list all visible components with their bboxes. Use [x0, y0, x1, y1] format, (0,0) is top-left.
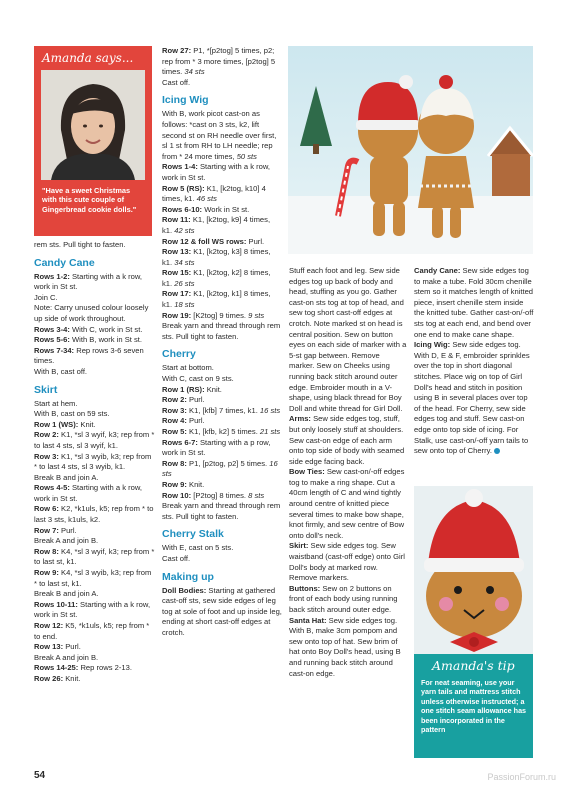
- row-label: Row 15:: [162, 268, 192, 278]
- pattern-row: [34, 547, 156, 568]
- pattern-row: [34, 589, 156, 600]
- pattern-row: [162, 554, 282, 565]
- pattern-row: [162, 247, 282, 268]
- pattern-row: [34, 303, 156, 324]
- row-text: K4, *sl 3 wyif, k3; rep from * to last st, k1.: [34, 546, 155, 567]
- row-text: Sew side edges tog to make a tube. Fold 30cm chenille stem so it matches length of knitted piece, insert chenille stem inside the knitted tube. Gather cast-on/-off sts tog at each end, and bend over one end to make cane shape.: [414, 266, 534, 339]
- skirt-heading: Skirt: [34, 383, 58, 396]
- row-text: Stuff each foot and leg. Sew side edges tog up back of body and head, stuffing as you go. Gather cast-on sts tog at top of head, and sew tog short cast-off edges at crotch. Note marked st on head is central position. Sew on button eyes on each side of marker with a 5-st gap between. Remove marker. Sew on Cheeks using running back stitch around outer edge. Embroider mouth in a V-shape, using black thread for Boy Doll and white thread for Girl Doll.: [289, 266, 407, 413]
- pattern-row: [34, 430, 156, 451]
- watermark: PassionForum.ru: [487, 772, 556, 782]
- pattern-row: [289, 584, 407, 616]
- pattern-row: [162, 385, 282, 396]
- row-label: Row 11:: [162, 215, 191, 225]
- pattern-row: [34, 600, 156, 621]
- row-text: Break yarn and thread through rem sts. Pull tight to fasten.: [162, 501, 281, 521]
- row-text: K1, [k2tog, k3] 8 times, k1.: [162, 247, 271, 267]
- stitch-count: 18 sts: [174, 300, 195, 310]
- row-text: K1, [kfb] 7 times, k1.: [186, 405, 260, 415]
- row-label: Row 19:: [162, 310, 192, 320]
- candy-cane-rows: [34, 272, 156, 378]
- pattern-row: [162, 395, 282, 406]
- skirt-rows: [34, 399, 156, 685]
- row-text: Break B and join A.: [34, 589, 99, 599]
- stitch-count: 34 sts: [184, 67, 205, 77]
- row-label: Row 13:: [34, 642, 64, 652]
- pattern-row: [34, 526, 156, 537]
- row-text: K4, *sl 3 wyib, k3; rep from * to last st, k1.: [34, 568, 152, 588]
- row-text: Start at bottom.: [162, 363, 214, 373]
- row-label: Doll Bodies:: [162, 585, 207, 595]
- row-text: P1, *[p2tog] 5 times, p2; rep from * 3 more times, [p2tog] 5 times.: [162, 46, 276, 77]
- column-2: [162, 46, 282, 639]
- pattern-row: [162, 363, 282, 374]
- row-label: Row 4:: [162, 416, 187, 426]
- row-text: Starting with a k row, work in St st.: [162, 162, 271, 182]
- making-up-heading: Making up: [162, 570, 214, 583]
- pattern-row: [34, 367, 156, 378]
- icing-wig-rows: [162, 109, 282, 342]
- row-text: K1, [k2tog, k10] 4 times, k1.: [162, 183, 266, 204]
- row-label: Buttons:: [289, 583, 321, 593]
- row-label: Icing Wig:: [414, 340, 451, 350]
- pattern-row: [162, 237, 282, 248]
- pattern-row: [34, 473, 156, 484]
- gingerbread-doll-closeup-photo: [414, 486, 533, 654]
- stitch-count: 42 sts: [174, 225, 195, 235]
- row-label: Row 9:: [34, 568, 59, 578]
- page-number: 54: [34, 770, 46, 781]
- row-text: Starting with a k row, work in St st.: [34, 271, 143, 292]
- row-text: K5, *k1uls, k5; rep from * to end.: [34, 621, 150, 641]
- tip-title: Amanda's tip: [432, 658, 515, 673]
- cherry-stalk-rows: [162, 543, 282, 564]
- row-text: With B, work in St st.: [69, 335, 143, 345]
- row-text: Purl.: [186, 395, 205, 405]
- pattern-row: [162, 78, 282, 89]
- row-text: With B, cast off.: [34, 366, 88, 376]
- row-text: Sew side edges tog. With B, make 3cm pompom and sew onto top of hat. Sew brim of hat onto Boy Doll's head, using B and running back stitch around cast-on edge.: [289, 615, 401, 678]
- column-1: [34, 240, 156, 685]
- row-label: Rows 7-34:: [34, 345, 75, 355]
- stitch-count: 8 sts: [248, 490, 265, 500]
- pattern-row: [162, 162, 282, 183]
- row-text: Starting at gathered cast-off sts, sew side edges of leg tog at sole of foot and up inside leg, ending at short cast-off edges at crotch.: [162, 585, 282, 637]
- column-4: [414, 266, 534, 457]
- pattern-row: [162, 109, 282, 162]
- pattern-row: [34, 663, 156, 674]
- row-label: Candy Cane:: [414, 266, 461, 275]
- row-27-block: [162, 46, 282, 88]
- amanda-says-quote: "Have a sweet Christmas with this cute couple of Gingerbread cookie dolls.": [42, 186, 137, 214]
- pattern-row: [162, 416, 282, 427]
- row-text: Sew side edges tog, stuff, but only loosely stuff at shoulders. Sew cast-on edge of each arm onto top side of body with seamed side edge facing back.: [289, 414, 405, 466]
- end-of-article-icon: [494, 448, 500, 454]
- row-label: Row 1 (RS):: [162, 384, 205, 394]
- row-label: Skirt:: [289, 541, 309, 551]
- pattern-row: [34, 409, 156, 420]
- row-label: Row 12 & foll WS rows:: [162, 236, 247, 246]
- row-text: With C, cast on 9 sts.: [162, 374, 234, 384]
- pattern-row: [34, 346, 156, 367]
- row-text: Break A and join B.: [34, 536, 99, 546]
- pattern-row: [289, 616, 407, 680]
- pattern-row: [162, 459, 282, 480]
- row-label: Rows 6-7:: [162, 437, 198, 447]
- pattern-row: [414, 340, 534, 457]
- pattern-row: [289, 467, 407, 541]
- row-text: Knit.: [78, 419, 96, 429]
- pattern-row: [34, 674, 156, 685]
- row-label: Row 8:: [34, 546, 59, 556]
- row-text: Sew cast-on/-off edges tog to make a ring shape. Cut a 40cm length of C and wind tightly around centre of knitted piece several times to make bow shape, knot firmly, and sew centre of Bow onto doll's neck.: [289, 467, 405, 540]
- row-label: Row 12:: [34, 621, 64, 630]
- row-text: [K2tog] 9 times.: [191, 310, 249, 320]
- row-text: Join C.: [34, 292, 58, 302]
- row-label: Santa Hat:: [289, 615, 327, 625]
- row-text: Purl.: [58, 525, 77, 535]
- row-text: Knit.: [63, 673, 81, 683]
- amanda-portrait-photo: [41, 70, 145, 180]
- stitch-count: 34 sts: [174, 257, 195, 267]
- stitch-count: 50 sts: [236, 151, 257, 161]
- row-text: Sew side edges tog. With D, E & F, embroider sprinkles over the top in short diagonal stitches. Place wig on top of Girl Doll's head and stitch in position using B in several places over top of the head. For Cherry, sew side edges tog and stuff. Sew cast-on edge onto top side of icing. For Stalk, use cast-on/-off yarn tails to sew onto top of Cherry.: [414, 340, 530, 456]
- row-text: Starting with a k row, work in St st.: [34, 599, 151, 620]
- pattern-row: [34, 642, 156, 653]
- cherry-stalk-heading: Cherry Stalk: [162, 528, 224, 541]
- pattern-row: [34, 335, 156, 346]
- column-3: [289, 266, 407, 679]
- pattern-row: [162, 268, 282, 289]
- pattern-row: [34, 325, 156, 336]
- stitch-count: 26 sts: [174, 278, 195, 288]
- row-text: Starting with a p row, work in St st.: [162, 437, 271, 458]
- row-label: Rows 14-25:: [34, 663, 79, 673]
- amanda-says-title: Amanda says...: [42, 51, 134, 65]
- row-label: Rows 1-4:: [162, 162, 198, 172]
- row-text: Cast off.: [162, 553, 191, 563]
- row-label: Row 9:: [162, 479, 187, 489]
- pattern-row: [34, 536, 156, 547]
- pattern-row: [34, 504, 156, 525]
- amandas-tip-box: [414, 654, 533, 758]
- row-text: Start at hem.: [34, 398, 78, 408]
- finishing-instructions: [414, 266, 534, 457]
- row-text: With B, work picot cast-on as follows: *cast on 3 sts, k2, lift second st on RH needle over first, sl 1 st from RH to LH needle; rep from * 24 more times,: [162, 109, 277, 161]
- row-text: Note: Carry unused colour loosely up side of work throughout.: [34, 303, 149, 323]
- pattern-row: [34, 621, 156, 642]
- pattern-row: [162, 311, 282, 322]
- stitch-count: 9 sts: [248, 310, 265, 320]
- pattern-row: [289, 541, 407, 583]
- icing-wig-heading: Icing Wig: [162, 94, 209, 107]
- pattern-row: [34, 293, 156, 304]
- stitch-count: 46 sts: [196, 194, 217, 204]
- row-label: Row 17:: [162, 289, 192, 299]
- row-text: Rep rows 2-13.: [78, 663, 132, 673]
- amanda-says-box: [34, 46, 152, 236]
- row-label: Rows 6-10:: [162, 204, 203, 214]
- cherry-heading: Cherry: [162, 348, 196, 361]
- row-text: Rep rows 3-6 seven times.: [34, 345, 144, 366]
- row-text: Purl.: [186, 416, 205, 426]
- row-label: Row 1 (WS):: [34, 419, 79, 429]
- row-label: Rows 5-6:: [34, 335, 70, 345]
- pattern-row: [162, 501, 282, 522]
- row-label: Row 6:: [34, 504, 59, 514]
- row-label: Row 8:: [162, 458, 187, 468]
- row-text: K2, *k1uls, k5; rep from * to last 3 sts, k1uls, k2.: [34, 504, 154, 525]
- pattern-row: [162, 289, 282, 310]
- pattern-row: [162, 205, 282, 216]
- row-label: Row 26:: [34, 673, 64, 683]
- pattern-row: [162, 406, 282, 417]
- intro-line: rem sts. Pull tight to fasten.: [34, 240, 126, 249]
- pattern-row: [289, 414, 407, 467]
- row-text: K1, *sl 3 wyib, k3; rep from * to last 4 sts, sl 3 wyib, k1.: [34, 451, 152, 472]
- row-text: [P2tog] 8 times.: [191, 490, 249, 500]
- row-label: Row 7:: [34, 525, 59, 535]
- row-label: Row 27:: [162, 46, 192, 55]
- row-label: Row 2:: [162, 395, 187, 405]
- pattern-row: [34, 653, 156, 664]
- stitch-count: 16 sts: [259, 405, 281, 415]
- pattern-row: [162, 184, 282, 205]
- row-text: Sew on 2 buttons on front of each body using running back stitch around outer edge.: [289, 583, 398, 614]
- pattern-row: [162, 321, 282, 342]
- pattern-row: [289, 266, 407, 414]
- row-text: K1, [k2tog, k9] 4 times, k1.: [162, 215, 271, 235]
- row-label: Rows 10-11:: [34, 599, 78, 609]
- row-text: Break A and join B.: [34, 652, 99, 662]
- row-label: Row 10:: [162, 490, 192, 500]
- row-text: Knit.: [204, 384, 222, 394]
- row-text: K1, *sl 3 wyif, k3; rep from * to last 4 sts, sl 3 wyif, k1.: [34, 430, 155, 450]
- making-up-continued: [289, 266, 407, 679]
- row-text: Work in St st.: [202, 204, 250, 214]
- row-text: Sew side edges tog. Sew waistband (cast-off edge) onto Girl Doll's body at marked row. Remove markers.: [289, 541, 405, 583]
- pattern-row: [34, 483, 156, 504]
- pattern-row: [34, 399, 156, 410]
- row-label: Row 3:: [34, 451, 59, 461]
- pattern-row: [414, 266, 534, 340]
- row-text: P1, [p2tog, p2] 5 times.: [186, 458, 270, 468]
- pattern-row: [162, 543, 282, 554]
- row-text: Cast off.: [162, 77, 191, 87]
- row-text: Purl.: [63, 642, 81, 652]
- row-label: Row 13:: [162, 247, 192, 257]
- candy-cane-heading: Candy Cane: [34, 256, 95, 269]
- pattern-row: [162, 586, 282, 639]
- stitch-count: 21 sts: [259, 427, 281, 436]
- pattern-row: [34, 272, 156, 293]
- row-label: Rows 3-4:: [34, 324, 70, 334]
- making-up-rows: [162, 586, 282, 639]
- pattern-row: [34, 452, 156, 473]
- row-label: Row 2:: [34, 430, 59, 440]
- row-text: Break yarn and thread through rem sts. Pull tight to fasten.: [162, 321, 281, 341]
- gingerbread-dolls-photo: [288, 46, 533, 254]
- row-text: With B, cast on 59 sts.: [34, 409, 110, 419]
- pattern-row: [162, 427, 282, 438]
- row-label: Row 3:: [162, 405, 187, 415]
- row-label: Row 5:: [162, 427, 187, 436]
- pattern-row: [34, 420, 156, 431]
- pattern-row: [34, 568, 156, 589]
- row-text: K1, [k2tog, k2] 8 times, k1.: [162, 268, 271, 288]
- cherry-rows: [162, 363, 282, 522]
- row-text: Knit.: [186, 479, 205, 489]
- row-text: Starting with a k row, work in St st.: [34, 483, 143, 503]
- row-label: Rows 4-5:: [34, 483, 70, 493]
- pattern-row: [162, 480, 282, 491]
- row-label: Row 5 (RS):: [162, 183, 205, 193]
- pattern-row: [162, 374, 282, 385]
- row-text: Purl.: [246, 236, 265, 246]
- row-label: Bow Ties:: [289, 467, 325, 477]
- pattern-row: [162, 491, 282, 502]
- row-text: With E, cast on 5 sts.: [162, 543, 234, 553]
- pattern-row: [162, 46, 282, 78]
- stitch-count: 16 sts: [162, 458, 278, 479]
- tip-text: For neat seaming, use your yarn tails and mattress stitch unless otherwise instructed; a one stitch seam allowance has been incorporated in the pattern: [421, 678, 527, 735]
- row-label: Rows 1-2:: [34, 271, 70, 281]
- row-text: With C, work in St st.: [69, 324, 143, 334]
- row-text: K1, [k2tog, k1] 8 times, k1.: [162, 289, 271, 310]
- pattern-row: [162, 215, 282, 236]
- row-label: Arms:: [289, 414, 311, 424]
- row-text: K1, [kfb, k2] 5 times.: [186, 427, 260, 436]
- pattern-row: [162, 438, 282, 459]
- row-text: Break B and join A.: [34, 472, 99, 482]
